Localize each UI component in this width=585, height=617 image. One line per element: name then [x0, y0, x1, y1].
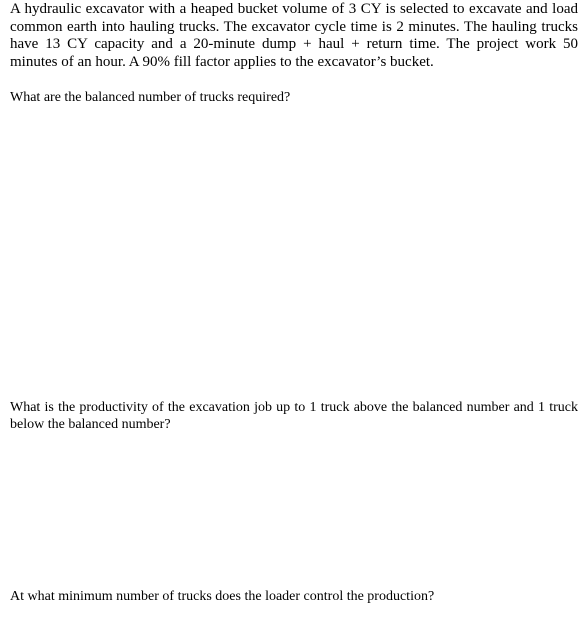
question-1: What are the balanced number of trucks required?: [10, 90, 291, 105]
question-2: What is the productivity of the excavation job up to 1 truck above the balanced number and 1 truck below the balanced number?: [10, 400, 578, 432]
question-3: At what minimum number of trucks does the loader control the production?: [10, 589, 435, 604]
problem-statement: A hydraulic excavator with a heaped bucket volume of 3 CY is selected to excavate and load common earth into hauling trucks. The excavator cycle time is 2 minutes. The hauling trucks have 13 CY capacity and a 20-minute dump + haul + return time. The project work 50 minutes of an hour. A 90% fill factor applies to the excavator’s bucket.: [10, 1, 578, 70]
